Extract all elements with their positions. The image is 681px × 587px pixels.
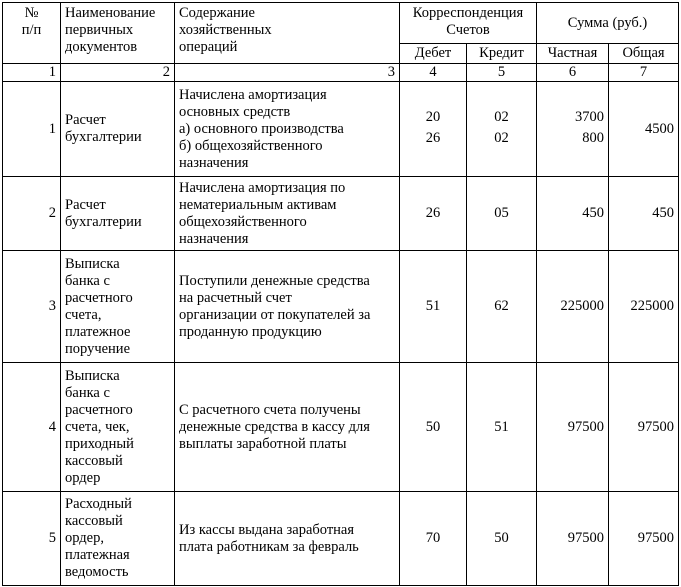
row-operation: Начислена амортизация основных средств а) основного производства б) общехозяйственного назначения [175,82,400,177]
row-kredit: 05 [467,177,537,251]
row-part-sum [537,82,609,177]
row-number: 3 [3,251,61,363]
col-number-6: 6 [537,64,609,82]
row-debet [400,82,467,177]
row-document: Расчет бухгалтерии [61,177,175,251]
row-number: 4 [3,363,61,492]
row-part-sum: 450 [537,177,609,251]
row-operation: Начислена амортизация по нематериальным активам общехозяйственного назначения [175,177,400,251]
row-part-sum: 225000 [537,251,609,363]
table-row [3,82,679,177]
operations-journal-table [2,2,679,586]
row-kredit: 62 [467,251,537,363]
row-total-sum: 450 [609,177,679,251]
header-documents: Наименование первичных документов [61,3,175,64]
row-number: 2 [3,177,61,251]
col-number-3: 3 [175,64,400,82]
col-number-4: 4 [400,64,467,82]
row-debet-b: 26 [425,129,441,146]
col-number-7: 7 [609,64,679,82]
header-sum: Сумма (руб.) [537,3,679,44]
row-kredit-a: 02 [494,108,509,125]
col-number-1: 1 [3,64,61,82]
row-operation: Из кассы выдана заработная плата работникам за февраль [175,492,400,586]
table-row [3,177,679,251]
header-num: № п/п [3,3,61,64]
column-number-row [3,64,679,82]
row-debet: 51 [400,251,467,363]
row-document: Выписка банка с расчетного счета, платежное поручение [61,251,175,363]
header-kredit: Кредит [467,44,537,64]
row-part-sum: 97500 [537,492,609,586]
table-row [3,251,679,363]
header-debet: Дебет [400,44,467,64]
header-correspondence: Корреспонденция Счетов [400,3,537,44]
row-part-sum: 97500 [537,363,609,492]
row-debet: 70 [400,492,467,586]
row-document: Выписка банка с расчетного счета, чек, приходный кассовый ордер [61,363,175,492]
row-document: Расчет бухгалтерии [61,82,175,177]
row-operation: Поступили денежные средства на расчетный счет организации от покупателей за проданную продукцию [175,251,400,363]
header-total-sum: Общая [609,44,679,64]
row-part-sum-a: 3700 [575,108,604,125]
col-number-5: 5 [467,64,537,82]
header-operations: Содержание хозяйственных операций [175,3,400,64]
row-document: Расходный кассовый ордер, платежная ведомость [61,492,175,586]
row-operation: С расчетного счета получены денежные средства в кассу для выплаты заработной платы [175,363,400,492]
table-row [3,492,679,586]
header-part-sum: Частная [537,44,609,64]
row-total-sum: 97500 [609,363,679,492]
row-kredit [467,82,537,177]
row-part-sum-b: 800 [582,129,604,146]
row-kredit: 50 [467,492,537,586]
row-kredit-b: 02 [494,129,509,146]
row-debet-a: 20 [425,108,441,125]
row-total-sum: 97500 [609,492,679,586]
col-number-2: 2 [61,64,175,82]
table-row [3,363,679,492]
row-total-sum: 4500 [609,82,679,177]
row-total-sum: 225000 [609,251,679,363]
row-debet: 50 [400,363,467,492]
row-debet: 26 [400,177,467,251]
row-number: 1 [3,82,61,177]
row-kredit: 51 [467,363,537,492]
row-number: 5 [3,492,61,586]
